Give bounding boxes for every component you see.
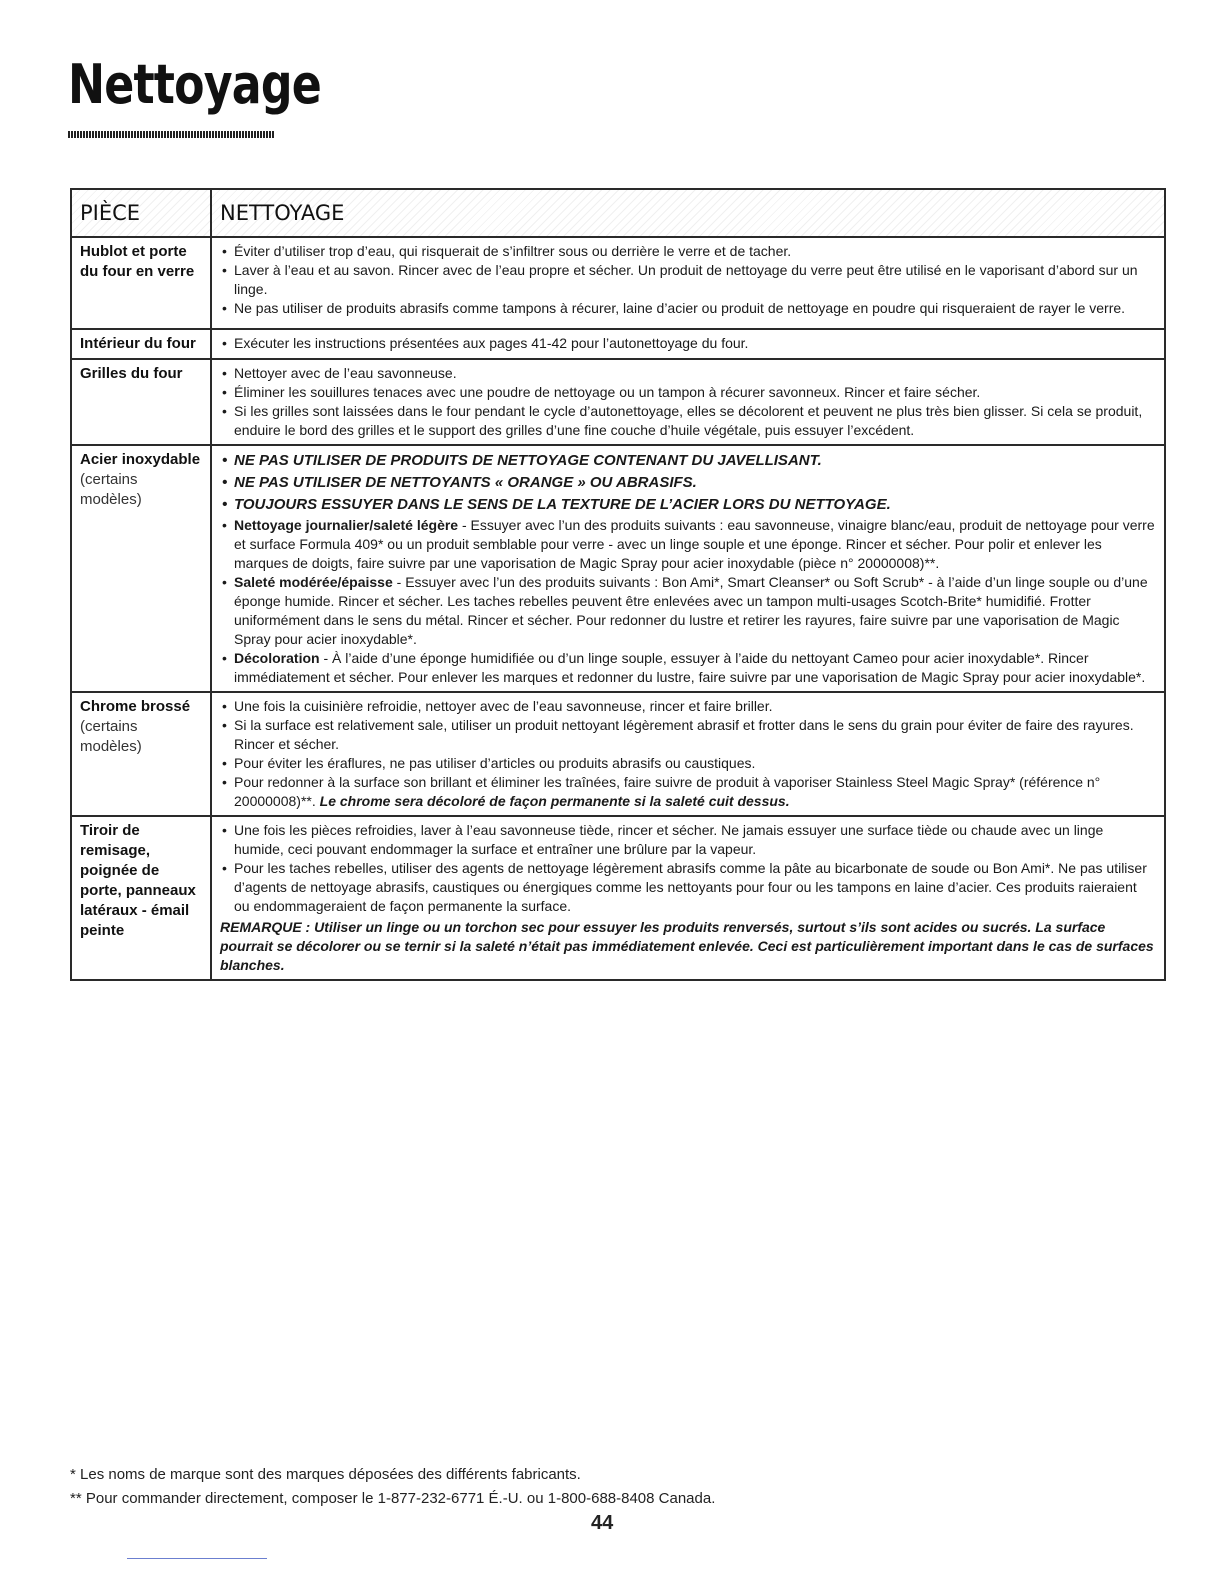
cleaning-cell <box>211 329 1165 359</box>
table-row <box>71 692 1165 816</box>
list-item <box>220 649 1156 687</box>
list-item: • Laver à l’eau et au savon. Rincer avec de l’eau propre et sécher. Un produit de nettoyage du verre peut être utilisé en le vaporisant d’abord sur un linge. <box>220 261 1156 299</box>
piece-name: Grilles du four <box>80 365 183 382</box>
list-item: • Si la surface est relativement sale, utiliser un produit nettoyant légèrement abrasif et frotter dans le sens du grain pour éviter de faire des rayures. Rincer et sécher. <box>220 716 1156 754</box>
table-row <box>71 445 1165 692</box>
title-underline <box>68 131 274 138</box>
page-title: Nettoyage <box>68 53 321 116</box>
item-lead: Saleté modérée/épaisse <box>234 574 393 590</box>
header-piece: PIÈCE <box>71 189 211 237</box>
cleaning-cell <box>211 445 1165 692</box>
cleaning-cell <box>211 359 1165 445</box>
piece-name: Chrome brossé <box>80 698 191 715</box>
header-cleaning: NETTOYAGE <box>211 189 1165 237</box>
table-row <box>71 329 1165 359</box>
list-item: • Éviter d’utiliser trop d’eau, qui risquerait de s’infiltrer sous ou derrière le verre et de tacher. <box>220 242 1156 261</box>
item-text: Pour redonner à la surface son brillant et éliminer les traînées, faire suivre de produit à vaporiser Stainless Steel Magic Spray* (référence n° 20000008)**. <box>234 774 1101 809</box>
item-lead: Nettoyage journalier/saleté légère <box>234 517 459 533</box>
item-text: - Essuyer avec l’un des produits suivants : eau savonneuse, vinaigre blanc/eau, produit de nettoyage pour verre et surface Formula 409* ou un produit semblable pour verre - avec un linge souple et une éponge. Rincer et sécher. Pour polir et enlever les marques de doigts, faire suivre par une vaporisation de Magic Spray pour acier inoxydable (pièce n° 20000008)**. <box>234 517 1155 571</box>
piece-name: Tiroir de remisage, poignée de porte, panneaux latéraux - émail peinte <box>80 822 196 939</box>
item-emphasis: Le chrome sera décoloré de façon permanente si la saleté cuit dessus. <box>319 793 790 809</box>
piece-name: Acier inoxydable <box>80 451 201 468</box>
warning-item: • NE PAS UTILISER DE NETTOYANTS « ORANGE » OU ABRASIFS. <box>220 472 1156 494</box>
warning-item: • TOUJOURS ESSUYER DANS LE SENS DE LA TEXTURE DE L’ACIER LORS DU NETTOYAGE. <box>220 494 1156 516</box>
list-item: • Si les grilles sont laissées dans le four pendant le cycle d’autonettoyage, elles se décolorent et peuvent ne plus très bien glisser. Si cela se produit, enduire le bord des grilles et le support des grilles d’une fine couche d’huile végétale, puis essuyer l’excédent. <box>220 402 1156 440</box>
piece-cell <box>71 329 211 359</box>
piece-cell <box>71 816 211 980</box>
piece-cell <box>71 445 211 692</box>
table-row <box>71 359 1165 445</box>
cleaning-table <box>70 188 1166 981</box>
piece-cell <box>71 359 211 445</box>
table-row <box>71 816 1165 980</box>
list-item: • Ne pas utiliser de produits abrasifs comme tampons à récurer, laine d’acier ou produit de nettoyage en poudre qui risqueraient de rayer le verre. <box>220 299 1156 318</box>
list-item: • Éliminer les souillures tenaces avec une poudre de nettoyage ou un tampon à récurer savonneux. Rincer et faire sécher. <box>220 383 1156 402</box>
list-item: • Exécuter les instructions présentées aux pages 41-42 pour l’autonettoyage du four. <box>220 334 1156 353</box>
list-item: • Nettoyer avec de l’eau savonneuse. <box>220 364 1156 383</box>
remark-note: REMARQUE : Utiliser un linge ou un torchon sec pour essuyer les produits renversés, surtout s’ils sont acides ou sucrés. La surface pourrait se décolorer ou se ternir si la saleté n’était pas immédiatement enlevée. Ceci est particulièrement important dans le cas de surfaces blanches. <box>220 919 1154 973</box>
list-item <box>220 773 1156 811</box>
page-number: 44 <box>591 1512 614 1534</box>
piece-note: (certains modèles) <box>80 718 142 755</box>
footnote-trademark: * Les noms de marque sont des marques déposées des différents fabricants. <box>70 1466 581 1483</box>
list-item: • Pour les taches rebelles, utiliser des agents de nettoyage légèrement abrasifs comme la pâte au bicarbonate de soude ou Bon Ami*. Ne pas utiliser d’agents de nettoyage abrasifs, caustiques ou énergiques comme les nettoyants pour four ou les tampons en laine d’acier. Ces produits raieraient ou endommageraient de façon permanente la surface. <box>220 859 1156 916</box>
footer-divider <box>127 1558 267 1559</box>
list-item: • Une fois les pièces refroidies, laver à l’eau savonneuse tiède, rincer et sécher. Ne jamais essuyer une surface tiède ou chaude avec un linge humide, ceci pouvant endommager la surface et entraîner une brûlure par la vapeur. <box>220 821 1156 859</box>
list-item <box>220 516 1156 573</box>
cleaning-cell <box>211 692 1165 816</box>
footnote-order: ** Pour commander directement, composer le 1-877-232-6771 É.-U. ou 1-800-688-8408 Canada. <box>70 1490 716 1507</box>
table-header-row <box>71 189 1165 237</box>
item-lead: Décoloration <box>234 650 320 666</box>
item-text: - Essuyer avec l’un des produits suivants : Bon Ami*, Smart Cleanser* ou Soft Scrub* - à l’aide d’un linge souple ou d’une éponge humide. Rincer et sécher. Les taches rebelles peuvent être enlevées avec un tampon multi-usages Scotch-Brite* humidifié. Frotter uniformément dans le sens du métal. Rincer et sécher. Pour redonner du lustre et retirer les rayures, faire suivre par une vaporisation de Magic Spray pour acier inoxydable*. <box>234 574 1148 647</box>
list-item: • Pour éviter les éraflures, ne pas utiliser d’articles ou produits abrasifs ou caustiques. <box>220 754 1156 773</box>
piece-note: (certains modèles) <box>80 471 142 508</box>
list-item: • Une fois la cuisinière refroidie, nettoyer avec de l’eau savonneuse, rincer et faire briller. <box>220 697 1156 716</box>
cleaning-cell <box>211 237 1165 329</box>
piece-name: Intérieur du four <box>80 335 196 352</box>
warning-item: • NE PAS UTILISER DE PRODUITS DE NETTOYAGE CONTENANT DU JAVELLISANT. <box>220 450 1156 472</box>
piece-cell <box>71 692 211 816</box>
piece-name: Hublot et porte du four en verre <box>80 243 195 280</box>
piece-cell <box>71 237 211 329</box>
cleaning-cell <box>211 816 1165 980</box>
item-text: - À l’aide d’une éponge humidifiée ou d’un linge souple, essuyer à l’aide du nettoyant Cameo pour acier inoxydable*. Rincer immédiatement et sécher. Pour enlever les marques et redonner du lustre, faire suivre par une vaporisation de Magic Spray pour acier inoxydable*. <box>234 650 1146 685</box>
table-row <box>71 237 1165 329</box>
list-item <box>220 573 1156 649</box>
